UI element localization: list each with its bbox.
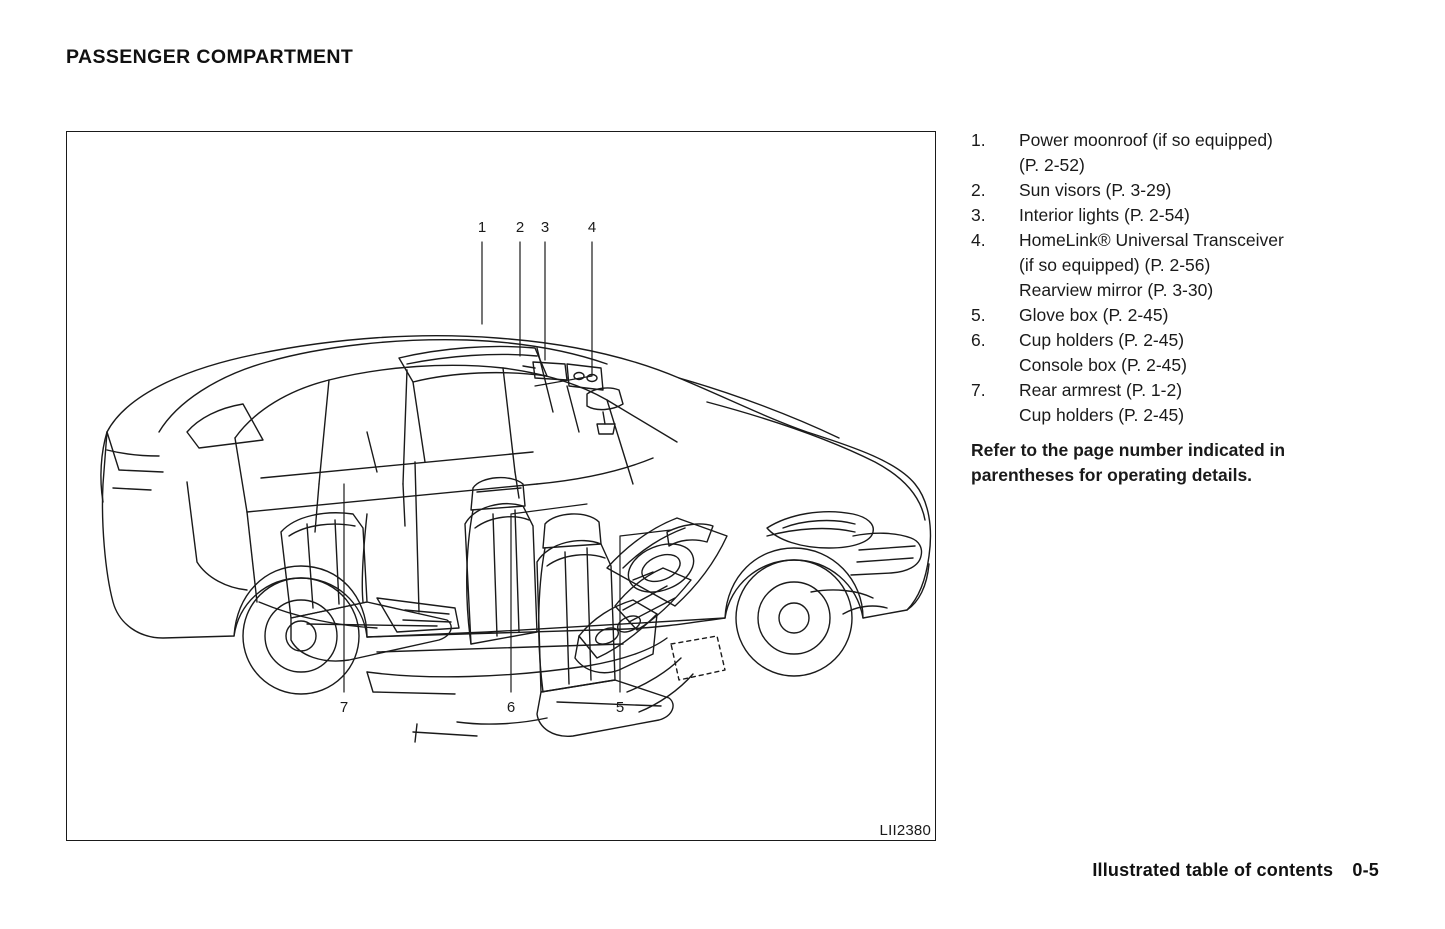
passenger-compartment-illustration xyxy=(67,132,936,841)
legend-item-6-label: Cup holders (P. 2-45) xyxy=(1019,330,1185,350)
callout-6: 6 xyxy=(506,699,516,716)
callout-7: 7 xyxy=(339,699,349,716)
figure-panel xyxy=(66,131,936,841)
legend-note-line-2: parentheses for operating details. xyxy=(971,465,1253,485)
legend-item-4-label-extra: Rearview mirror (P. 3-30) xyxy=(1019,280,1214,300)
footer-section-title: Illustrated table of contents xyxy=(1092,860,1334,880)
legend-item-1-label-cont: (P. 2-52) xyxy=(1019,155,1085,175)
callout-5: 5 xyxy=(615,699,625,716)
legend-item-6-number: 6. xyxy=(971,330,986,350)
legend-item-7-label: Rear armrest (P. 1-2) xyxy=(1019,380,1183,400)
page-footer xyxy=(1092,860,1379,881)
legend-item-2 xyxy=(971,178,1401,203)
callout-1: 1 xyxy=(477,219,487,236)
legend-item-3-label: Interior lights (P. 2-54) xyxy=(1019,205,1190,225)
legend-item-4-number: 4. xyxy=(971,230,986,250)
callout-4: 4 xyxy=(587,219,597,236)
legend-list xyxy=(971,128,1401,488)
legend-item-4-label: HomeLink® Universal Transceiver xyxy=(1019,230,1284,250)
legend-item-1-label: Power moonroof (if so equipped) xyxy=(1019,130,1273,150)
legend-item-7 xyxy=(971,378,1401,403)
footer-page-number: 0-5 xyxy=(1352,860,1379,880)
legend-note-line-1: Refer to the page number indicated in xyxy=(971,440,1286,460)
legend-item-1-number: 1. xyxy=(971,130,986,150)
legend-note xyxy=(971,438,1396,488)
legend-item-7-label-extra: Cup holders (P. 2-45) xyxy=(1019,405,1185,425)
legend-item-2-label: Sun visors (P. 3-29) xyxy=(1019,180,1172,200)
legend-item-2-number: 2. xyxy=(971,180,986,200)
legend-item-7-number: 7. xyxy=(971,380,986,400)
legend-item-4-label-cont: (if so equipped) (P. 2-56) xyxy=(1019,255,1211,275)
legend-item-3 xyxy=(971,203,1401,228)
legend-item-5-label: Glove box (P. 2-45) xyxy=(1019,305,1169,325)
legend-item-5 xyxy=(971,303,1401,328)
legend-item-4 xyxy=(971,228,1401,253)
figure-code: LII2380 xyxy=(879,822,931,839)
page-title: PASSENGER COMPARTMENT xyxy=(66,46,354,68)
legend-item-6-label-extra: Console box (P. 2-45) xyxy=(1019,355,1187,375)
legend-item-1 xyxy=(971,128,1401,153)
callout-2: 2 xyxy=(515,219,525,236)
legend-item-5-number: 5. xyxy=(971,305,986,325)
callout-3: 3 xyxy=(540,219,550,236)
legend-item-6 xyxy=(971,328,1401,353)
legend-item-3-number: 3. xyxy=(971,205,986,225)
